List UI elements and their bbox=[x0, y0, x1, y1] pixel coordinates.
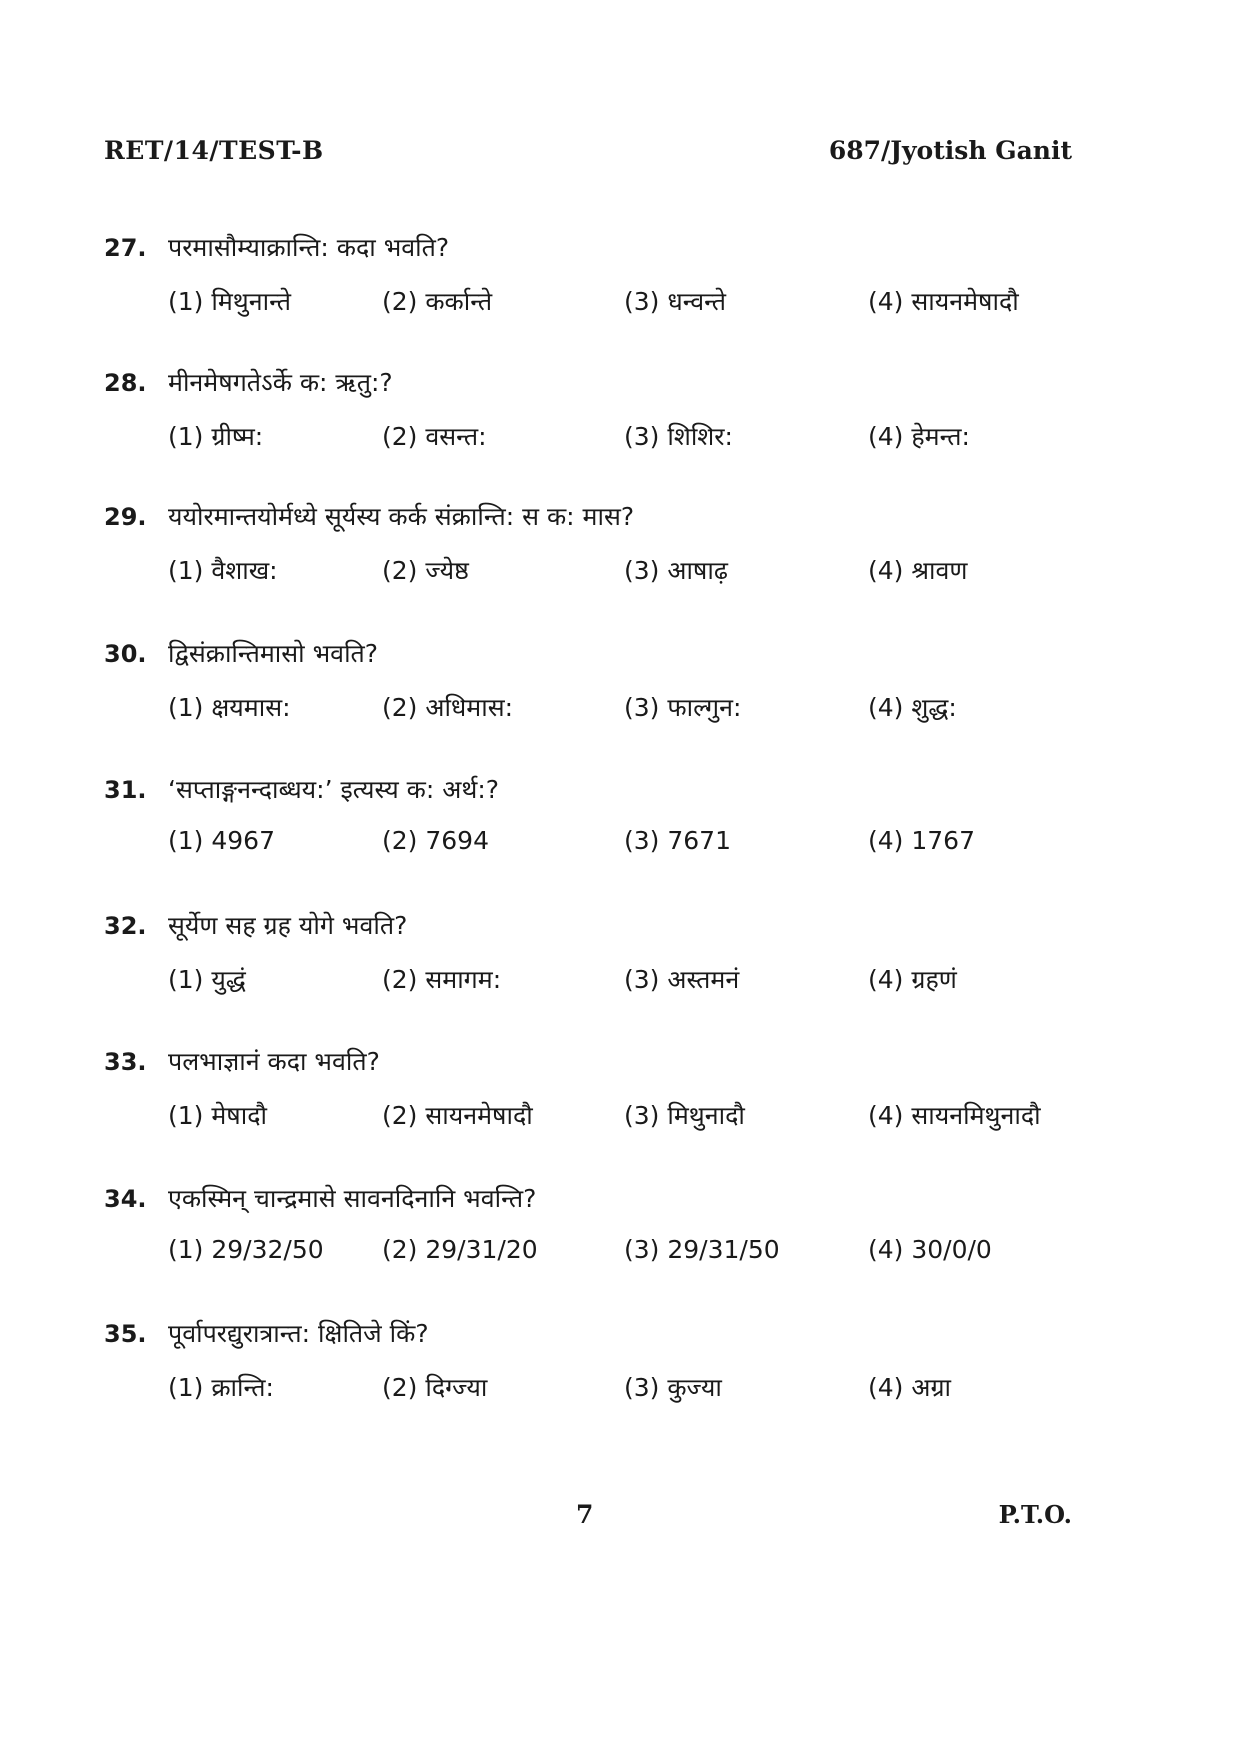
question-text: परमासौम्याक्रान्ति: कदा भवति? bbox=[168, 233, 450, 262]
option-3: (3) मिथुनादौ bbox=[624, 1101, 745, 1130]
option-2: (2) समागम: bbox=[382, 965, 502, 994]
option-1: (1) युद्धं bbox=[168, 965, 246, 994]
option-2: (2) ज्येष्ठ bbox=[382, 556, 469, 585]
page-header bbox=[104, 136, 1072, 176]
option-4: (4) अग्रा bbox=[868, 1373, 952, 1402]
question-text: ‘सप्ताङ्गनन्दाब्धय:’ इत्यस्य क: अर्थ:? bbox=[168, 775, 500, 804]
option-3: (3) कुज्या bbox=[624, 1373, 722, 1402]
option-2: (2) कर्कान्ते bbox=[382, 287, 493, 316]
option-1: (1) 4967 bbox=[168, 826, 275, 855]
option-4: (4) 30/0/0 bbox=[868, 1235, 992, 1264]
option-4: (4) ग्रहणं bbox=[868, 965, 957, 994]
option-2: (2) दिग्ज्या bbox=[382, 1373, 488, 1402]
question-number: 29. bbox=[104, 503, 147, 531]
option-4: (4) श्रावण bbox=[868, 556, 968, 585]
question-number: 30. bbox=[104, 640, 147, 668]
question-number: 28. bbox=[104, 369, 147, 397]
page-number: 7 bbox=[576, 1500, 594, 1529]
question-number: 33. bbox=[104, 1048, 147, 1076]
option-1: (1) क्रान्ति: bbox=[168, 1373, 274, 1402]
option-1: (1) मेषादौ bbox=[168, 1101, 267, 1130]
question-35 bbox=[104, 1320, 1084, 1430]
question-number: 31. bbox=[104, 776, 147, 804]
option-4: (4) सायनमिथुनादौ bbox=[868, 1101, 1041, 1130]
question-number: 34. bbox=[104, 1185, 147, 1213]
question-31 bbox=[104, 776, 1084, 886]
option-2: (2) 7694 bbox=[382, 826, 489, 855]
question-text: मीनमेषगतेऽर्के क: ऋतु:? bbox=[168, 368, 393, 397]
question-27 bbox=[104, 234, 1084, 344]
option-4: (4) सायनमेषादौ bbox=[868, 287, 1019, 316]
question-text: पूर्वापरद्युरात्रान्त: क्षितिजे किं? bbox=[168, 1319, 429, 1348]
question-text: सूर्येण सह ग्रह योगे भवति? bbox=[168, 911, 408, 940]
question-28 bbox=[104, 369, 1084, 479]
option-3: (3) अस्तमनं bbox=[624, 965, 740, 994]
option-3: (3) 29/31/50 bbox=[624, 1235, 780, 1264]
option-4: (4) हेमन्त: bbox=[868, 422, 970, 451]
option-3: (3) आषाढ़ bbox=[624, 556, 728, 585]
question-text: ययोरमान्तयोर्मध्ये सूर्यस्य कर्क संक्रान्ति: स क: मास? bbox=[168, 502, 635, 531]
option-3: (3) धन्वन्ते bbox=[624, 287, 727, 316]
question-32 bbox=[104, 912, 1084, 1022]
option-1: (1) वैशाख: bbox=[168, 556, 278, 585]
question-number: 27. bbox=[104, 234, 147, 262]
option-3: (3) 7671 bbox=[624, 826, 731, 855]
question-text: एकस्मिन् चान्द्रमासे सावनदिनानि भवन्ति? bbox=[168, 1184, 537, 1213]
question-number: 35. bbox=[104, 1320, 147, 1348]
option-1: (1) मिथुनान्ते bbox=[168, 287, 292, 316]
question-33 bbox=[104, 1048, 1084, 1158]
pto-label: P.T.O. bbox=[998, 1500, 1072, 1529]
option-4: (4) शुद्ध: bbox=[868, 693, 957, 722]
test-code: RET/14/TEST-B bbox=[104, 136, 324, 165]
question-text: पलभाज्ञानं कदा भवति? bbox=[168, 1047, 380, 1076]
question-text: द्विसंक्रान्तिमासो भवति? bbox=[168, 639, 379, 668]
option-1: (1) क्षयमास: bbox=[168, 693, 291, 722]
question-30 bbox=[104, 640, 1084, 750]
option-2: (2) अधिमास: bbox=[382, 693, 514, 722]
question-number: 32. bbox=[104, 912, 147, 940]
option-1: (1) ग्रीष्म: bbox=[168, 422, 264, 451]
question-34 bbox=[104, 1185, 1084, 1295]
option-2: (2) 29/31/20 bbox=[382, 1235, 538, 1264]
option-2: (2) सायनमेषादौ bbox=[382, 1101, 533, 1130]
option-4: (4) 1767 bbox=[868, 826, 975, 855]
option-2: (2) वसन्त: bbox=[382, 422, 487, 451]
subject-code: 687/Jyotish Ganit bbox=[828, 136, 1072, 165]
option-3: (3) शिशिर: bbox=[624, 422, 733, 451]
option-1: (1) 29/32/50 bbox=[168, 1235, 324, 1264]
question-29 bbox=[104, 503, 1084, 613]
option-3: (3) फाल्गुन: bbox=[624, 693, 742, 722]
